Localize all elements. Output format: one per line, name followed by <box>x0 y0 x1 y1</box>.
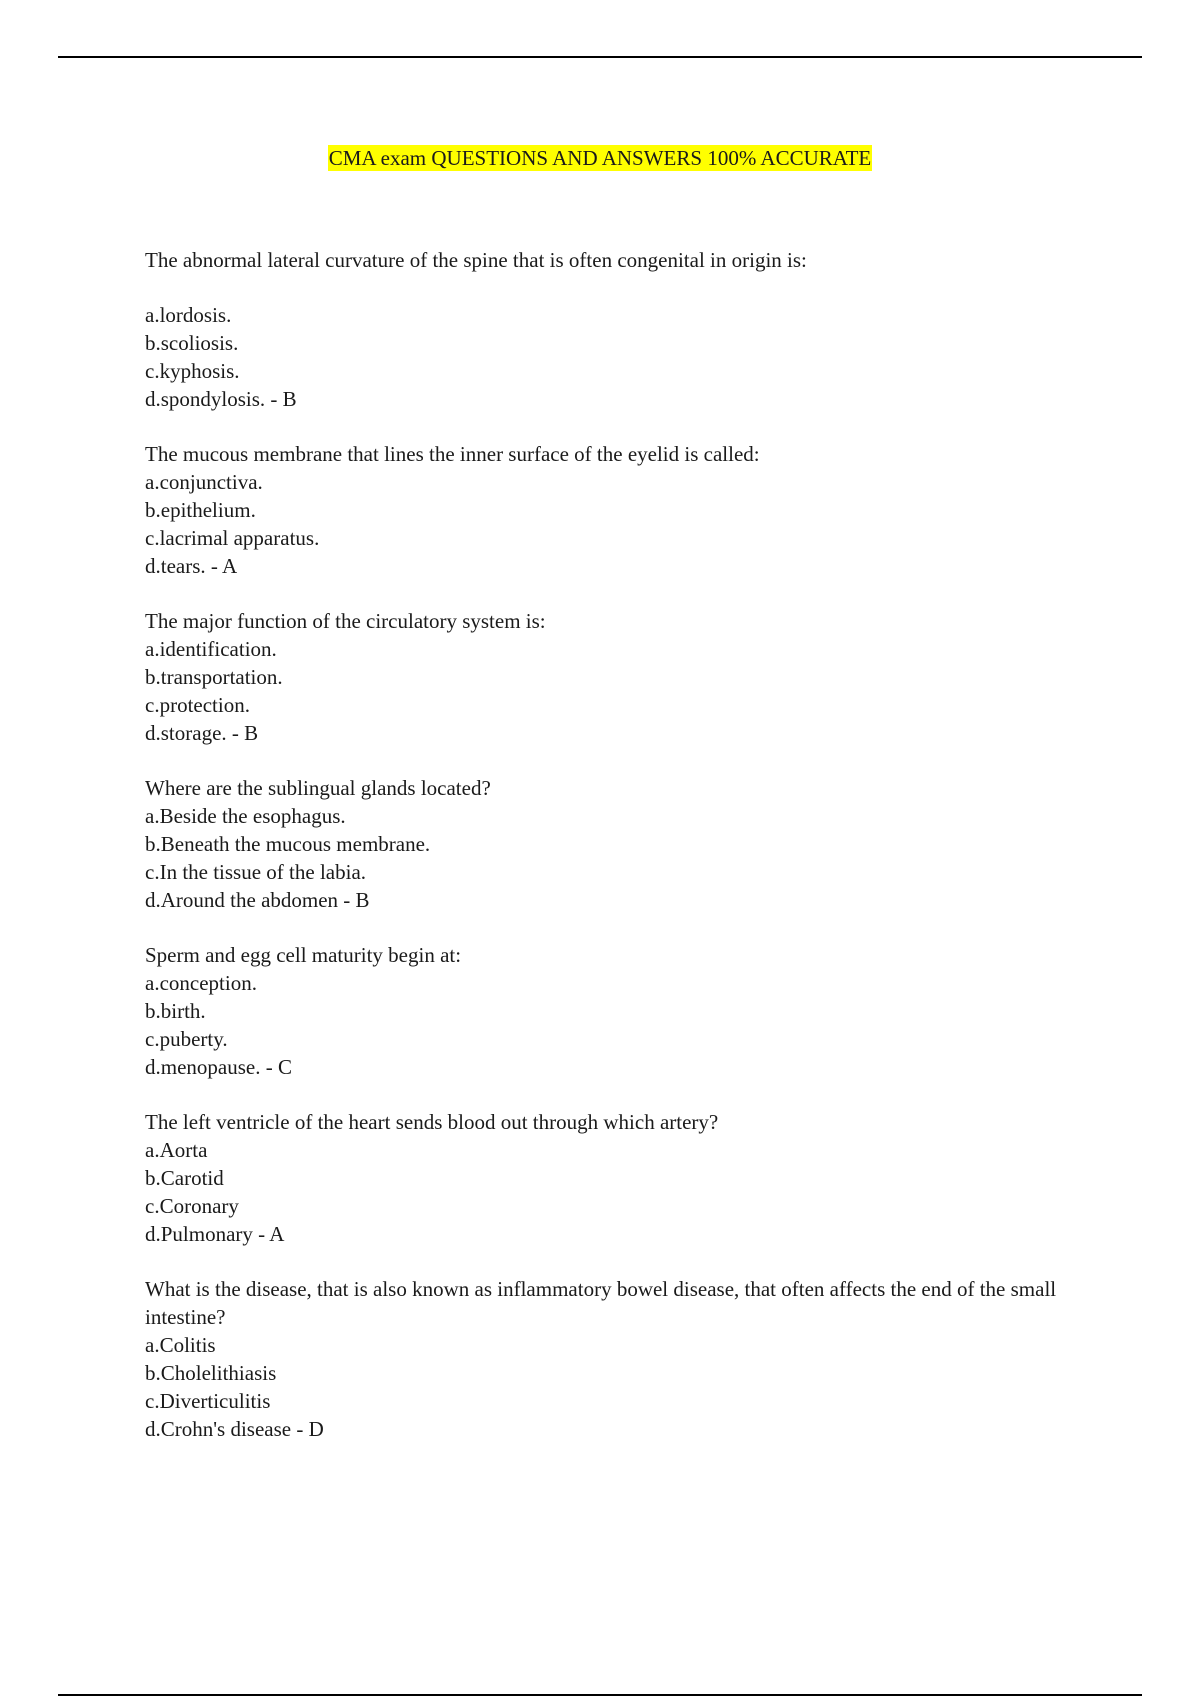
top-rule <box>58 56 1142 58</box>
answer-option: c.puberty. <box>145 1027 228 1051</box>
answer-options <box>145 301 1085 413</box>
answer-option: a.Aorta <box>145 1138 208 1162</box>
document-title: CMA exam QUESTIONS AND ANSWERS 100% ACCURATE <box>328 146 872 170</box>
question-text: The major function of the circulatory system is: <box>145 609 546 633</box>
answer-options <box>145 635 1085 747</box>
answer-option: a.Beside the esophagus. <box>145 804 346 828</box>
answer-option: d.Pulmonary - A <box>145 1222 285 1246</box>
question-item <box>145 607 1085 747</box>
question-item <box>145 246 1085 413</box>
answer-option: d.Around the abdomen - B <box>145 888 370 912</box>
answer-options <box>145 802 1085 914</box>
answer-option: b.birth. <box>145 999 206 1023</box>
question-item <box>145 941 1085 1081</box>
question-item <box>145 1108 1085 1248</box>
question-text: The left ventricle of the heart sends blood out through which artery? <box>145 1110 719 1134</box>
question-item <box>145 774 1085 914</box>
question-text: The mucous membrane that lines the inner surface of the eyelid is called: <box>145 442 760 466</box>
question-item <box>145 1275 1085 1443</box>
question-list <box>145 246 1085 1470</box>
question-text: The abnormal lateral curvature of the spine that is often congenital in origin is: <box>145 248 807 272</box>
answer-option: d.Crohn's disease - D <box>145 1417 324 1441</box>
answer-option: b.epithelium. <box>145 498 256 522</box>
question-item <box>145 440 1085 580</box>
question-text: Sperm and egg cell maturity begin at: <box>145 943 462 967</box>
answer-option: a.Colitis <box>145 1333 216 1357</box>
bottom-rule <box>58 1694 1142 1696</box>
answer-option: b.Cholelithiasis <box>145 1361 277 1385</box>
question-text: Where are the sublingual glands located? <box>145 776 491 800</box>
answer-option: c.Coronary <box>145 1194 239 1218</box>
answer-option: c.In the tissue of the labia. <box>145 860 367 884</box>
answer-option: a.identification. <box>145 637 277 661</box>
answer-option: b.Beneath the mucous membrane. <box>145 832 431 856</box>
answer-options <box>145 1136 1085 1248</box>
title-container <box>0 145 1200 171</box>
answer-options <box>145 1331 1085 1443</box>
answer-option: d.menopause. - C <box>145 1055 292 1079</box>
answer-option: d.tears. - A <box>145 554 238 578</box>
answer-option: d.storage. - B <box>145 721 259 745</box>
answer-option: c.kyphosis. <box>145 359 240 383</box>
answer-option: a.conception. <box>145 971 257 995</box>
answer-option: d.spondylosis. - B <box>145 387 297 411</box>
answer-options <box>145 969 1085 1081</box>
answer-option: a.conjunctiva. <box>145 470 263 494</box>
question-text: What is the disease, that is also known as inflammatory bowel disease, that often affects the end of the small intestine? <box>145 1277 1057 1329</box>
answer-option: c.lacrimal apparatus. <box>145 526 320 550</box>
answer-options <box>145 468 1085 580</box>
answer-option: b.transportation. <box>145 665 283 689</box>
answer-option: c.protection. <box>145 693 250 717</box>
answer-option: b.Carotid <box>145 1166 224 1190</box>
answer-option: b.scoliosis. <box>145 331 239 355</box>
answer-option: c.Diverticulitis <box>145 1389 271 1413</box>
answer-option: a.lordosis. <box>145 303 232 327</box>
